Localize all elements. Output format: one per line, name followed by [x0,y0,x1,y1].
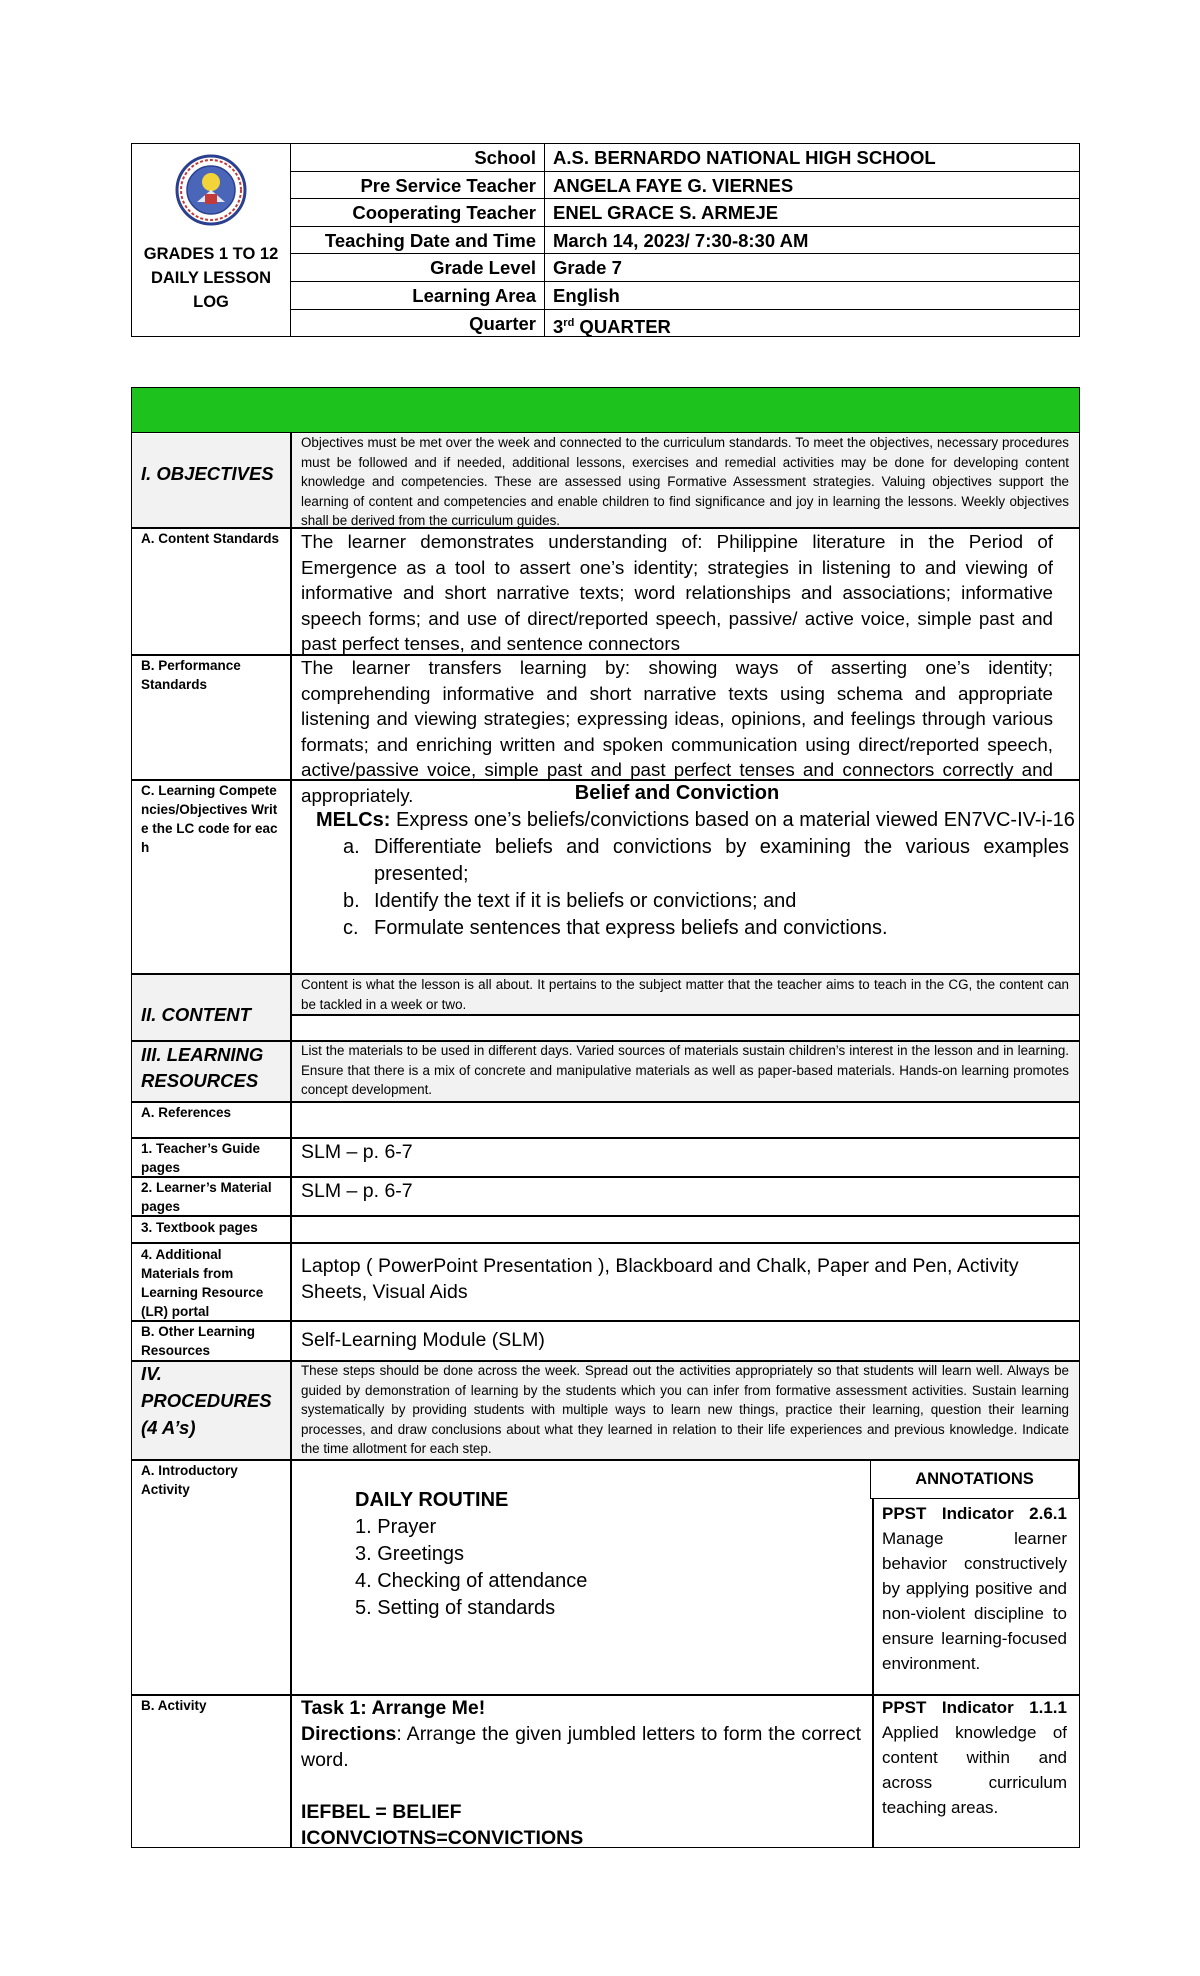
routine-item: 4. Checking of attendance [355,1570,588,1592]
melc-label: MELCs: [316,809,391,831]
procedures-heading: IV. PROCEDURES (4 A’s) [141,1363,272,1438]
deped-seal-icon [175,154,247,226]
row-label: Pre Service Teacher [290,172,545,199]
annotation-ppst-2-6-1 [882,1501,1067,1676]
row-divider [132,1242,1079,1244]
routine-item: 5. Setting of standards [355,1597,556,1619]
item-marker: b. [343,890,360,912]
routine-item: 3. Greetings [355,1543,464,1565]
annotations-divider [872,1499,874,1847]
row-value: ANGELA FAYE G. VIERNES [553,174,794,196]
lesson-table [131,387,1080,1848]
content-standards-text: The learner demonstrates understanding of: Philippine literature in the Period of Emergence as a tool to assert one’s identity; strategies in listening to and viewing of informative and short narrative texts; word relationships and associations; informative speech forms; and use of direct/reported speech, passive/ active voice, simple past and past perfect tenses, and sentence connectors [301,531,1053,654]
content-standards-label: A. Content Standards [141,531,280,546]
header-row-grade-level [290,254,1079,282]
objectives-note: Objectives must be met over the week and connected to the curriculum standards. To meet the objectives, necessary procedures must be followed and if needed, additional lessons, exercises and remedial activities may be done for developing content knowledge and competencies. These are assessed using Formative Assessment strategies. Valuing objectives support the learning of content and competencies and enable children to find significance and joy in learning the lessons. Weekly objectives shall be derived from the curriculum guides. [301,435,1069,529]
routine-item: 1. Prayer [355,1516,437,1538]
annotation-text: Manage learner behavior constructively by applying positive and non-violent discipline to ensure learning-focused environment. [882,1529,1067,1673]
teachers-guide-label: 1. Teacher’s Guide pages [141,1141,261,1175]
header-table [131,143,1080,337]
learning-competencies-label: C. Learning Competencies/Objectives Write the LC code for each [141,783,278,855]
row-label: Learning Area [290,282,545,309]
activity-content [301,1695,861,1851]
dll-title: GRADES 1 TO 12 DAILY LESSON LOG [143,245,279,311]
item-text: Formulate sentences that express beliefs and convictions. [374,917,888,939]
directions-label: Directions [301,1723,397,1745]
header-left-cell [132,144,291,336]
row-value: Grade 7 [553,257,622,279]
competency-title: Belief and Conviction [574,782,780,804]
melc-line [316,807,1076,834]
learners-material-label: 2. Learner’s Material pages [141,1180,272,1214]
learners-material-value: SLM – p. 6-7 [301,1180,413,1202]
annotation-title: PPST Indicator 1.1.1 [882,1698,1067,1717]
item-text: Identify the text if it is beliefs or convictions; and [374,890,797,912]
melc-text: Express one’s beliefs/convictions based on a material viewed EN7VC-IV-i-16 [390,809,1075,831]
other-resources-label: B. Other Learning Resources [141,1324,256,1358]
row-value: March 14, 2023/ 7:30-8:30 AM [553,229,809,251]
procedures-note: These steps should be done across the week. Spread out the activities appropriately so that students will learn well. Always be guided by demonstration of learning by the students which you can infer from formative assessment activities. Sustain learning systematically by providing students with multiple ways to learn new things, practice their learning, question their learning processes, and draw conclusions about what they learned in relation to their life experiences and previous knowledge. Indicate the time allotment for each step. [301,1363,1069,1457]
daily-routine-title: DAILY ROUTINE [355,1489,509,1511]
item-marker: c. [343,917,359,939]
column-divider [290,433,292,1847]
annotation-title: PPST Indicator 2.6.1 [882,1504,1067,1523]
header-row-pre-service-teacher [290,172,1079,200]
teachers-guide-value: SLM – p. 6-7 [301,1141,413,1163]
row-label: Grade Level [290,254,545,281]
references-label: A. References [141,1105,232,1120]
annotations-title: ANNOTATIONS [915,1470,1034,1488]
resources-note: List the materials to be used in different days. Varied sources of materials sustain children’s interest in the lesson and in learning. Ensure that there is a mix of concrete and manipulative materials as well as paper-based materials. Hands-on learning promotes concept development. [301,1043,1069,1098]
textbook-pages-label: 3. Textbook pages [141,1220,258,1235]
row-label: Teaching Date and Time [290,227,545,254]
row-value: ENEL GRACE S. ARMEJE [553,202,779,224]
additional-materials-label: 4. Additional Materials from Learning Resource (LR) portal [141,1247,264,1319]
annotation-text: Applied knowledge of content within and across curriculum teaching areas. [882,1723,1067,1817]
row-value [553,310,671,338]
header-row-quarter [290,310,1079,338]
row-label: School [290,144,545,171]
objectives-heading: I. OBJECTIVES [141,463,274,484]
objective-item-a [343,834,1069,888]
directions-text: : Arrange the given jumbled letters to form the correct word. [301,1723,861,1771]
performance-standards-text: The learner transfers learning by: showing ways of asserting one’s identity; comprehending informative and short narrative texts using schema and appropriate listening and viewing strategies; expressing ideas, opinions, and feelings through various formats; and enriching written and spoken communication using direct/reported speech, active/passive voice, simple past and past perfect tenses and connectors correctly and appropriately. [301,657,1053,806]
directions-line [301,1721,861,1773]
header-row-learning-area [290,282,1079,310]
row-label: Cooperating Teacher [290,199,545,226]
row-value: English [553,285,620,306]
header-row-teaching-date [290,227,1079,255]
resources-heading: III. LEARNING RESOURCES [141,1044,264,1091]
quarter-suffix: rd [563,316,575,329]
item-marker: a. [343,836,360,858]
row-label: Quarter [290,310,545,338]
task-title: Task 1: Arrange Me! [301,1697,486,1719]
annotations-header [870,1460,1079,1499]
spacer [301,1773,861,1799]
header-row-school [290,144,1079,172]
row-divider [290,1014,1079,1016]
additional-materials-value: Laptop ( PowerPoint Presentation ), Blackboard and Chalk, Paper and Pen, Activity Sheets, Visual Aids [301,1255,1019,1303]
annotation-ppst-1-1-1 [882,1695,1067,1820]
jumbled-word-1: IEFBEL = BELIEF [301,1801,462,1823]
item-text: Differentiate beliefs and convictions by examining the various examples presented; [374,836,1069,885]
performance-standards-label: B. Performance Standards [141,658,241,692]
content-heading: II. CONTENT [141,1004,251,1025]
quarter-number: 3 [553,315,564,337]
quarter-rest: QUARTER [574,315,671,337]
introductory-activity-label: A. Introductory Activity [141,1463,238,1497]
activity-label: B. Activity [141,1698,207,1713]
content-note: Content is what the lesson is all about. It pertains to the subject matter that the teacher aims to teach in the CG, the content can be tackled in a week or two. [301,977,1069,1012]
other-resources-value: Self-Learning Module (SLM) [301,1329,545,1351]
objective-item-c [343,915,1069,942]
green-header-bar [132,388,1079,433]
row-value: A.S. BERNARDO NATIONAL HIGH SCHOOL [553,147,936,168]
jumbled-word-2: ICONVCIOTNS=CONVICTIONS [301,1827,584,1849]
objective-item-b [343,888,1069,915]
header-row-cooperating-teacher [290,199,1079,227]
